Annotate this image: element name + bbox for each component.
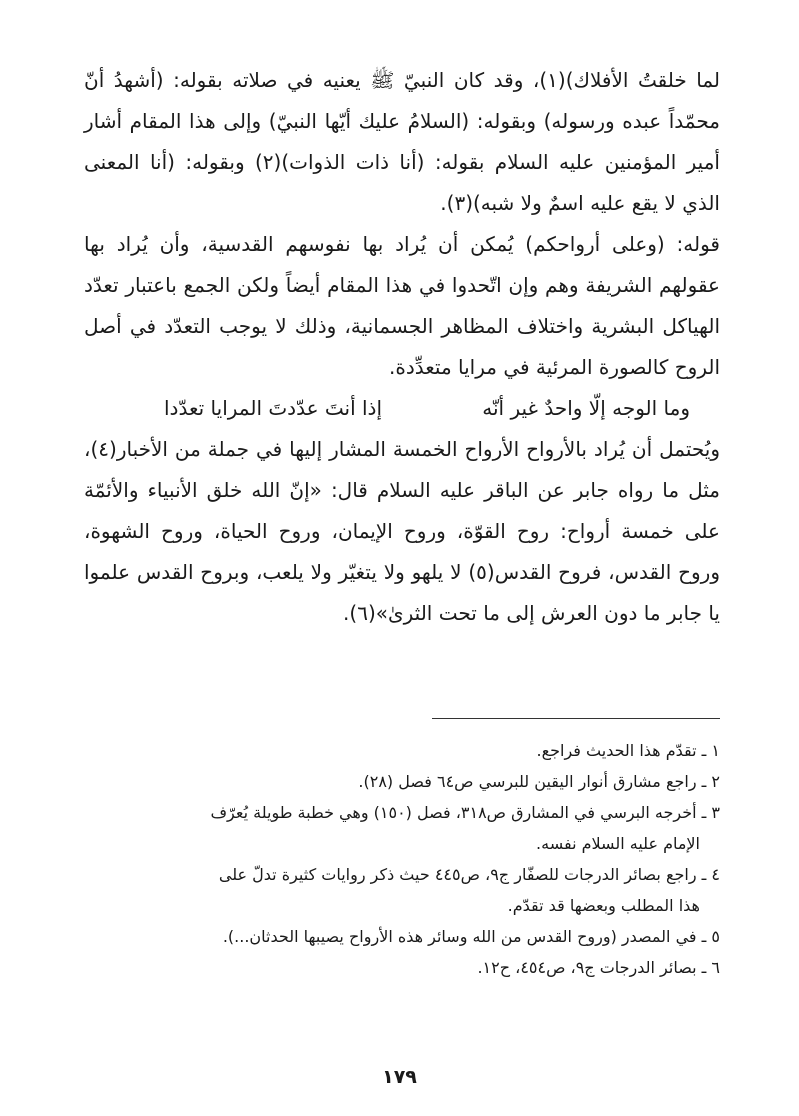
footnote-3-continued: الإمام عليه السلام نفسه. xyxy=(536,834,700,853)
poetry-verse xyxy=(84,388,720,429)
paragraph-2: قوله: (وعلى أرواحكم) يُمكن أن يُراد بها نفوسهم القدسية، وأن يُراد بها عقولهم الشريفة وهم وإن اتّحدوا في هذا المقام أيضاً ولكن الجمع باعتبار تعدّد الهياكل البشرية واختلاف المظاهر الجسمانية، وذلك لا يوجب التعدّد في أصل الروح كالصورة المرئية في مرايا متعدِّدة. xyxy=(84,232,720,379)
footnote-4-continued: هذا المطلب وبعضها قد تقدّم. xyxy=(507,896,700,915)
footnotes xyxy=(84,735,720,983)
footnote-separator xyxy=(432,718,720,719)
footnote-1: ١ ـ تقدّم هذا الحديث فراجع. xyxy=(536,741,720,760)
main-text xyxy=(84,60,720,634)
paragraph-3: ويُحتمل أن يُراد بالأرواح الأرواح الخمسة المشار إليها في جملة من الأخبار(٤)، مثل ما رواه جابر عن الباقر عليه السلام قال: «إنّ الله خلق الأنبياء والأئمّة على خمسة أرواح: روح القوّة، وروح الإيمان، وروح الحياة، وروح الشهوة، وروح القدس، فروح القدس(٥) لا يلهو ولا يتغيّر ولا يلعب، وبروح القدس علموا يا جابر ما دون العرش إلى ما تحت الثرىٰ»(٦). xyxy=(84,437,720,625)
footnote-6: ٦ ـ بصائر الدرجات ج٩، ص٤٥٤، ح١٢. xyxy=(477,958,720,977)
page-number: ١٧٩ xyxy=(382,1066,417,1088)
verse-hemistich-first: وما الوجه إلّا واحدٌ غير أنّه xyxy=(482,396,690,420)
footnote-3: ٣ ـ أخرجه البرسي في المشارق ص٣١٨، فصل (١٥٠) وهي خطبة طويلة يُعرّف xyxy=(210,803,720,822)
footnote-2: ٢ ـ راجع مشارق أنوار اليقين للبرسي ص٦٤ فصل (٢٨). xyxy=(358,772,720,791)
verse-hemistich-second: إذا أنتَ عدّدتَ المرايا تعدّدا xyxy=(164,396,383,420)
footnote-4: ٤ ـ راجع بصائر الدرجات للصفّار ج٩، ص٤٤٥ حيث ذكر روايات كثيرة تدلّ على xyxy=(218,865,720,884)
paragraph-1: لما خلقتُ الأفلاك)(١)، وقد كان النبيّ ﷺ يعنيه في صلاته بقوله: (أشهدُ أنّ محمّداً عبده ورسوله) وبقوله: (السلامُ عليك أيّها النبيّ) وإلى هذا المقام أشار أمير المؤمنين عليه السلام بقوله: (أنا ذات الذوات)(٢) وبقوله: (أنا المعنى الذي لا يقع عليه اسمٌ ولا شبه)(٣). xyxy=(84,68,720,215)
footnote-5: ٥ ـ في المصدر (وروح القدس من الله وسائر هذه الأرواح يصيبها الحدثان...). xyxy=(222,927,720,946)
